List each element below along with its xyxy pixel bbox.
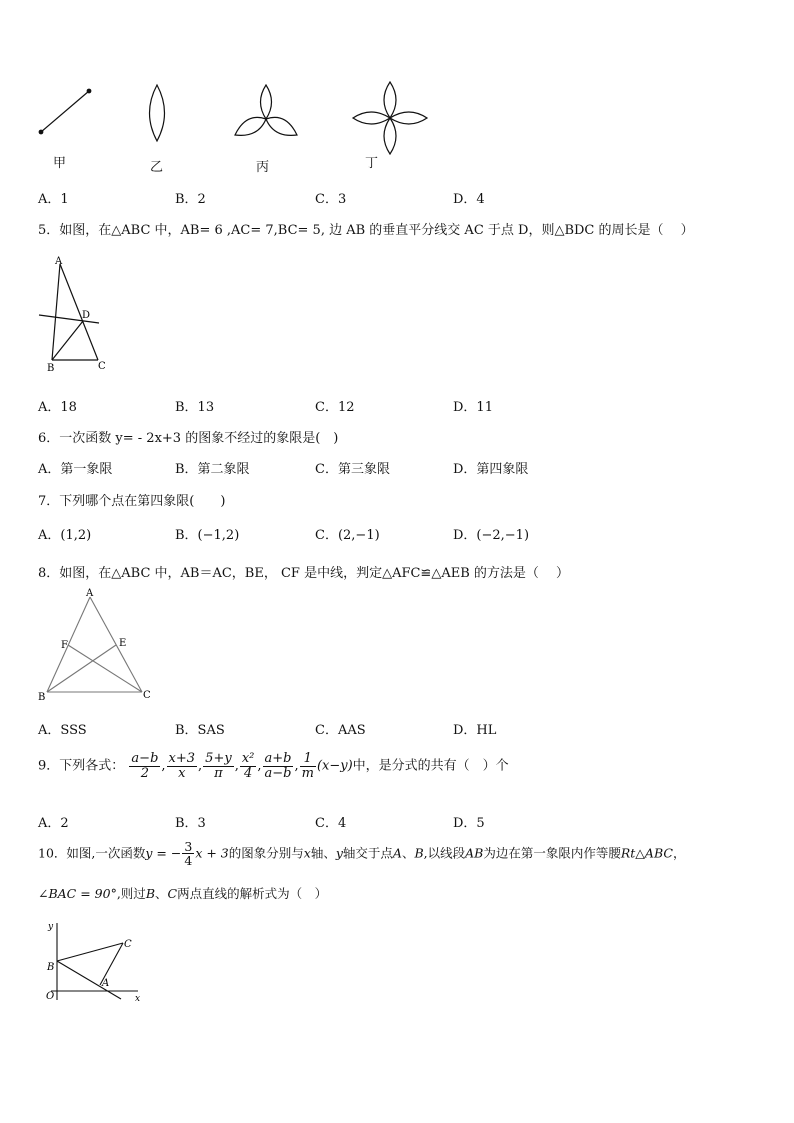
q8-stem: 8．如图，在△ABC 中，AB＝AC，BE， CF 是中线，判定△AFC≌△AEB 的方法是（ ） [38,566,570,581]
figure-yi-lens [150,85,165,141]
q8-label-b: B [38,692,46,703]
q9-option-b[interactable]: B．3 [175,816,206,831]
q10-text-1a: 10．如图,一次函数 [38,845,146,861]
figure-label-ding: 丁 [365,156,379,171]
q9-f5-den: a−b [264,765,292,781]
q10-text-1f: ,以线段 [423,845,466,861]
q9-fraction-6 [300,752,316,780]
q10-text-1d: 轴交于点 [342,845,393,861]
q9-option-c[interactable]: C．4 [315,816,347,831]
q6-stem: 6．一次函数 y= - 2x+3 的图象不经过的象限是( ) [38,431,339,446]
q5-option-b[interactable]: B．13 [175,400,215,415]
q8-option-b[interactable]: B．SAS [175,723,225,738]
q10-text-1g: 为边在第一象限内作等腰 [483,845,621,861]
q10-text-2c: 两点直线的解析式为（ ） [177,886,328,901]
q7-option-a[interactable]: A．(1,2) [38,528,92,543]
q9-stem: 9．下列各式： $\frac{a-b}{2}$ , $\frac{x+3}{x}$ , $\frac{5+y}{\pi}$ , $\frac{\text{x²}}{4}$ , $\frac{a+b}{a-b}$ , $\frac{1}{m}$ (x−y)中，是分式的共有（ ）个 [38,751,509,781]
q9-f4-num: x² [241,751,255,766]
q4-option-a[interactable]: A．1 [38,192,69,207]
q10-text-2a: ,则过 [116,886,146,901]
q10-segment-ab: AB [465,845,484,861]
q10-eq-rest: x + 3 [195,845,229,861]
q8-figure [34,585,159,705]
q9-option-a[interactable]: A．2 [38,816,69,831]
q9-f2-num: x+3 [168,751,196,766]
q7-option-c[interactable]: C．(2,−1) [315,528,380,543]
q10-point-a: A [392,845,402,861]
figure-bing-three-petals [235,85,297,135]
q10-x-var: x [303,845,311,861]
q10-fraction [182,840,194,867]
q5-stem: 5．如图，在△ABC 中，AB= 6 ,AC= 7,BC= 5, 边 AB 的垂直平分线交 AC 于点 D，则△BDC 的周长是（ ） [38,223,694,238]
q10-angle: ∠BAC = 90° [38,886,117,901]
q10-label-a: A [102,978,110,989]
q10-label-b: B [47,962,55,973]
q10-eq-y: y = − [145,845,182,861]
figure-label-jia: 甲 [53,156,67,171]
q10-label-c: C [124,939,132,950]
q10-figure [36,915,151,1007]
q4-option-c[interactable]: C．3 [315,192,347,207]
q10-label-y: y [48,922,54,932]
q9-f3-den: π [214,765,223,781]
q7-stem: 7．下列哪个点在第四象限( ) [38,494,226,509]
q9-f1-num: a−b [131,751,159,766]
q6-option-b[interactable]: B．第二象限 [175,462,250,477]
q10-point-b: B [414,845,424,861]
q5-option-d[interactable]: D．11 [453,400,493,415]
q10-line-ab [57,961,121,999]
q4-figures [30,80,450,175]
q10-frac-num: 3 [184,839,193,854]
q9-fraction-4 [240,752,257,780]
figure-label-bing: 丙 [256,160,270,175]
q10-text-2b: 、 [155,886,168,901]
q10-text-1b: 的图象分别与 [228,845,304,861]
q5-figure [32,253,122,378]
q5-label-c: C [98,361,106,372]
q7-option-d[interactable]: D．(−2,−1) [453,528,530,543]
q5-label-b: B [47,363,55,374]
q8-option-c[interactable]: C．AAS [315,723,366,738]
q7-option-b[interactable]: B．(−1,2) [175,528,240,543]
q8-label-a: A [86,588,94,599]
q10-y-var: y [335,845,343,861]
q10-stem-line-2 [38,884,327,902]
q8-label-e: E [119,638,127,649]
q8-option-d[interactable]: D．HL [453,723,497,738]
q4-option-d[interactable]: D．4 [453,192,485,207]
q10-label-o: O [46,991,55,1002]
q10-point-b-2: B [145,886,155,901]
q9-f2-den: x [178,765,186,781]
q10-point-c: C [167,886,178,901]
q9-suffix: 中，是分式的共有（ ）个 [352,758,509,774]
q5-label-a: A [55,256,63,267]
q6-option-c[interactable]: C．第三象限 [315,462,390,477]
q9-f1-den: 2 [140,765,150,781]
q9-fraction-3 [203,752,234,780]
q10-text-1e: 、 [401,845,415,861]
q10-stem-line-1 [38,840,685,867]
q10-text-1h: ， [672,845,686,861]
q9-tail-expression: (x−y) [316,758,353,774]
q10-text-1c: 轴、 [310,845,336,861]
q9-prefix: 9．下列各式： [38,758,125,774]
q6-option-d[interactable]: D．第四象限 [453,462,529,477]
q9-fraction-5 [263,752,294,780]
q10-frac-den: 4 [184,853,193,869]
q10-label-x: x [135,994,141,1004]
q9-fraction-2 [167,752,198,780]
q6-option-a[interactable]: A．第一象限 [38,462,113,477]
q8-label-f: F [61,640,68,651]
q4-option-b[interactable]: B．2 [175,192,206,207]
q8-option-a[interactable]: A．SSS [38,723,87,738]
q10-triangle: Rt△ABC [620,845,673,861]
q5-label-d: D [82,310,91,321]
q5-option-a[interactable]: A．18 [38,400,77,415]
figure-label-yi: 乙 [150,160,164,175]
q9-f5-num: a+b [264,751,292,766]
figure-jia-segment [39,89,92,135]
q9-f6-num: 1 [300,752,316,767]
figure-ding-four-petals [353,82,427,154]
q9-f3-num: 5+y [205,751,232,766]
q5-option-c[interactable]: C．12 [315,400,355,415]
q9-fraction-1 [129,752,160,780]
q9-option-d[interactable]: D．5 [453,816,485,831]
q8-label-c: C [143,690,151,701]
q9-f6-den: m [301,765,314,781]
q9-f4-den: 4 [243,765,253,781]
